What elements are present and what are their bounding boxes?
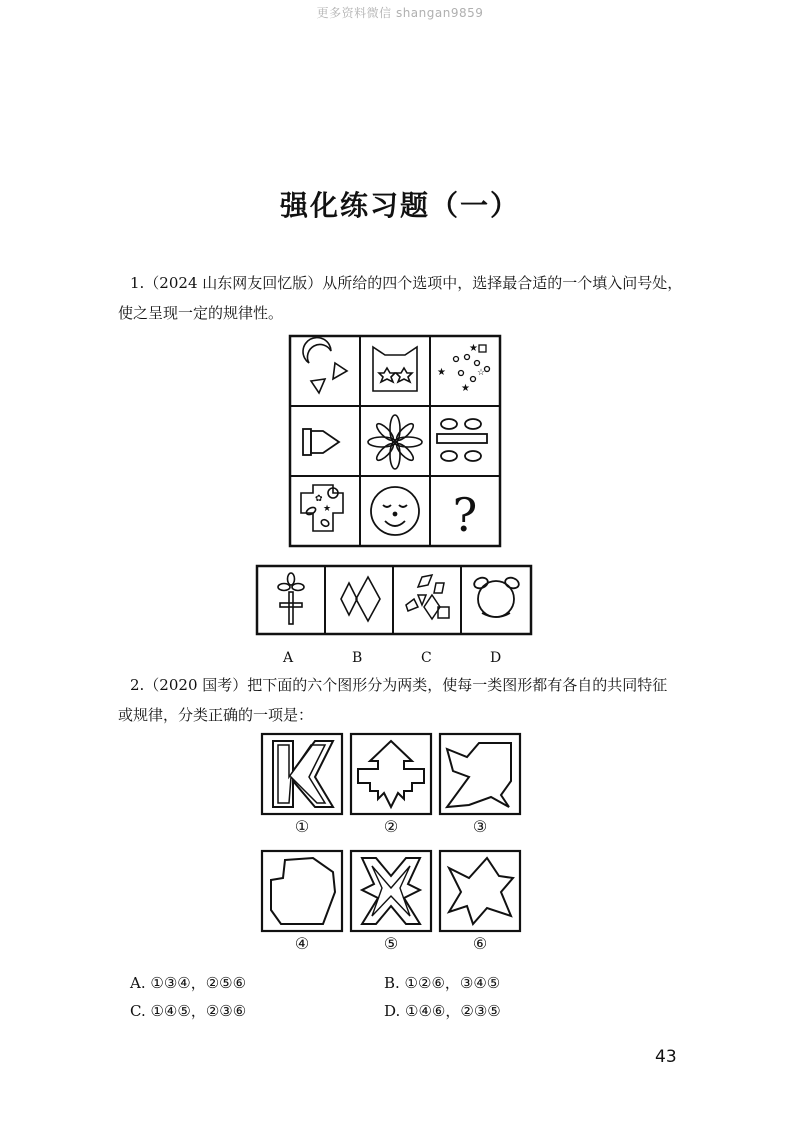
cell-1-crescent-triangles: [303, 338, 347, 393]
option-label-a: A: [283, 650, 294, 666]
option-b-diamonds: [341, 577, 380, 621]
answer-option-c[interactable]: C. ①④⑤，②③⑥: [130, 1002, 247, 1020]
option-label-c: C: [421, 650, 432, 666]
question-1-line-1: 1.（2024 山东网友回忆版）从所给的四个选项中，选择最合适的一个填入问号处，: [130, 274, 683, 292]
svg-text:★: ★: [461, 383, 470, 394]
question-1-options: [256, 565, 532, 635]
cell-7-cross-shapes: [301, 485, 343, 531]
question-2-line-2: 或规律，分类正确的一项是：: [118, 706, 314, 724]
question-2-line-1: 2.（2020 国考）把下面的六个图形分为两类，使每一类图形都有各自的共同特征: [130, 676, 668, 694]
figure-label-6: ⑥: [472, 934, 488, 953]
page-title: 强化练习题（一）: [279, 189, 520, 222]
svg-text:★: ★: [437, 367, 446, 378]
option-c-polygons: [406, 575, 449, 619]
option-label-b: B: [352, 650, 363, 666]
option-label-d: D: [490, 650, 502, 666]
page-number: 43: [655, 1047, 677, 1067]
figure-label-1: ①: [294, 817, 310, 836]
question-1-grid: [289, 335, 501, 547]
question-2-figure-6: [439, 850, 521, 932]
question-2-figure-1: [261, 733, 343, 815]
question-2-text: [118, 670, 698, 730]
option-a-flower: [278, 573, 304, 624]
question-2-figure-2: [350, 733, 432, 815]
cell-2-banner-stars: [373, 347, 417, 391]
svg-text:✿: ✿: [315, 494, 323, 504]
question-2-figure-5: [350, 850, 432, 932]
question-1-line-2: 使之呈现一定的规律性。: [118, 304, 284, 322]
figure-label-4: ④: [294, 934, 310, 953]
answer-option-a[interactable]: A. ①③④，②⑤⑥: [130, 974, 247, 992]
cell-6-ellipses-bar: [437, 419, 487, 461]
watermark: 更多资料微信 shangan9859: [316, 6, 484, 20]
figure-label-5: ⑤: [383, 934, 399, 953]
svg-text:★: ★: [469, 343, 478, 354]
question-2-figure-4: [261, 850, 343, 932]
svg-text:☆: ☆: [477, 368, 486, 378]
cell-9-question-mark: ?: [452, 488, 478, 542]
answer-option-b[interactable]: B. ①②⑥，③④⑤: [384, 974, 501, 992]
cell-3-scattered-shapes: [437, 343, 490, 394]
answer-option-d[interactable]: D. ①④⑥，②③⑤: [384, 1002, 501, 1020]
figure-label-2: ②: [383, 817, 399, 836]
question-1-text: [118, 268, 698, 328]
question-2-figure-3: [439, 733, 521, 815]
option-d-circle-ovals: [473, 576, 521, 617]
cell-8-smiley-face: [371, 487, 419, 535]
cell-5-flower: [368, 415, 422, 469]
cell-4-rect-diamond: [303, 429, 339, 455]
figure-label-3: ③: [472, 817, 488, 836]
svg-text:★: ★: [323, 504, 332, 514]
